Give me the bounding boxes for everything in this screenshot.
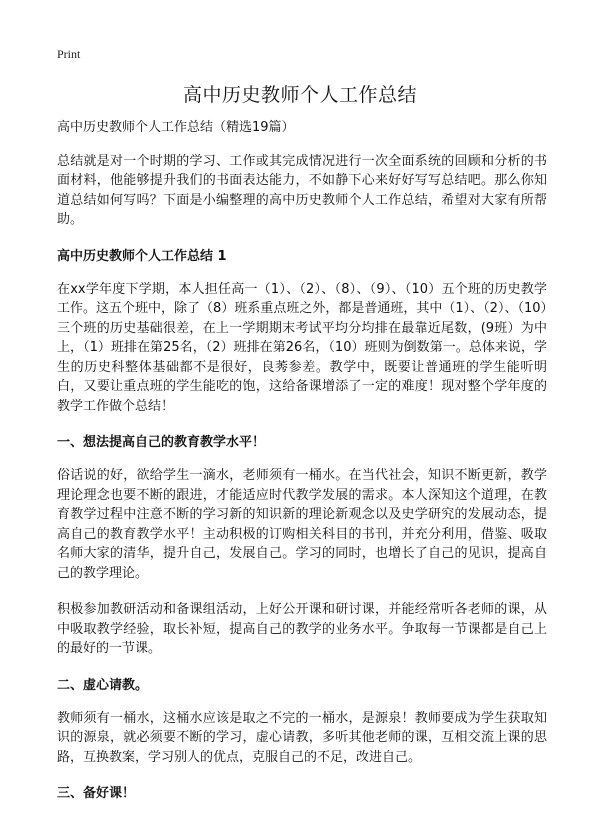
print-link[interactable]: Print xyxy=(57,47,81,61)
article-subtitle: 高中历史教师个人工作总结（精选19篇） xyxy=(57,120,295,135)
subsection-heading: 三、备好课！ xyxy=(57,786,136,801)
page-title: 高中历史教师个人工作总结 xyxy=(182,84,417,106)
paragraph: 积极参加教研活动和备课组活动，上好公开课和研讨课，并能经常听各老师的课，从中吸取教学经验，取长补短，提高自己的教学的业务水平。争取每一节课都是自己上的最好的一节课。 xyxy=(57,602,547,656)
paragraph: 俗话说的好，欲给学生一滴水，老师须有一桶水。在当代社会，知识不断更新，教学理论理念也要不断的跟进，才能适应时代教学发展的需求。本人深知这个道理，在教育教学过程中注意不断的学习新的知识新的理论新观念以及史学研究的发展动态，提高自己的教育教学水平！主动积极的订购相关科目的书刊，并充分利用，借鉴、吸取名师大家的清华，提升自己，发展自己。学习的同时，也增长了自己的见识，提高自己的教学理论。 xyxy=(57,468,547,581)
article-body xyxy=(57,118,547,817)
subsection-heading: 一、想法提高自己的教育教学水平！ xyxy=(57,435,266,450)
paragraph: 在xx学年度下学期，本人担任高一（1）、（2）、（8）、（9）、（10）五个班的历史教学工作。这五个班中，除了（8）班系重点班之外，都是普通班，其中（1）、（2）、（10）三个班的历史基础很差，在上一学期期末考试平均分均排在最靠近尾数，(9班）为中上，（1）班排在第25名，（2）班排在第26名，（10）班则为倒数第一。总体来说，学生的历史科整体基础都不是很好，良莠参差。教学中，既要让普通班的学生能听明白，又要让重点班的学生能吃的饱，这给备课增添了一定的难度！现对整个学年度的教学工作做个总结！ xyxy=(57,281,547,414)
subsection-heading: 二、虚心请教。 xyxy=(57,677,149,693)
section-heading: 高中历史教师个人工作总结 1 xyxy=(57,248,227,264)
paragraph: 教师须有一桶水，这桶水应该是取之不完的一桶水，是源泉！教师要成为学生获取知识的源泉，就必须要不断的学习，虚心请教，多听其他老师的课，互相交流上课的思路，互换教案，学习别人的优点，克服自己的不足，改进自己。 xyxy=(57,710,547,765)
intro-paragraph: 总结就是对一个时期的学习、工作或其完成情况进行一次全面系统的回顾和分析的书面材料，他能够提升我们的书面表达能力，不如静下心来好好写写总结吧。那么你知道总结如何写吗？下面是小编整理的高中历史教师个人工作总结，希望对大家有所帮助。 xyxy=(57,153,547,227)
